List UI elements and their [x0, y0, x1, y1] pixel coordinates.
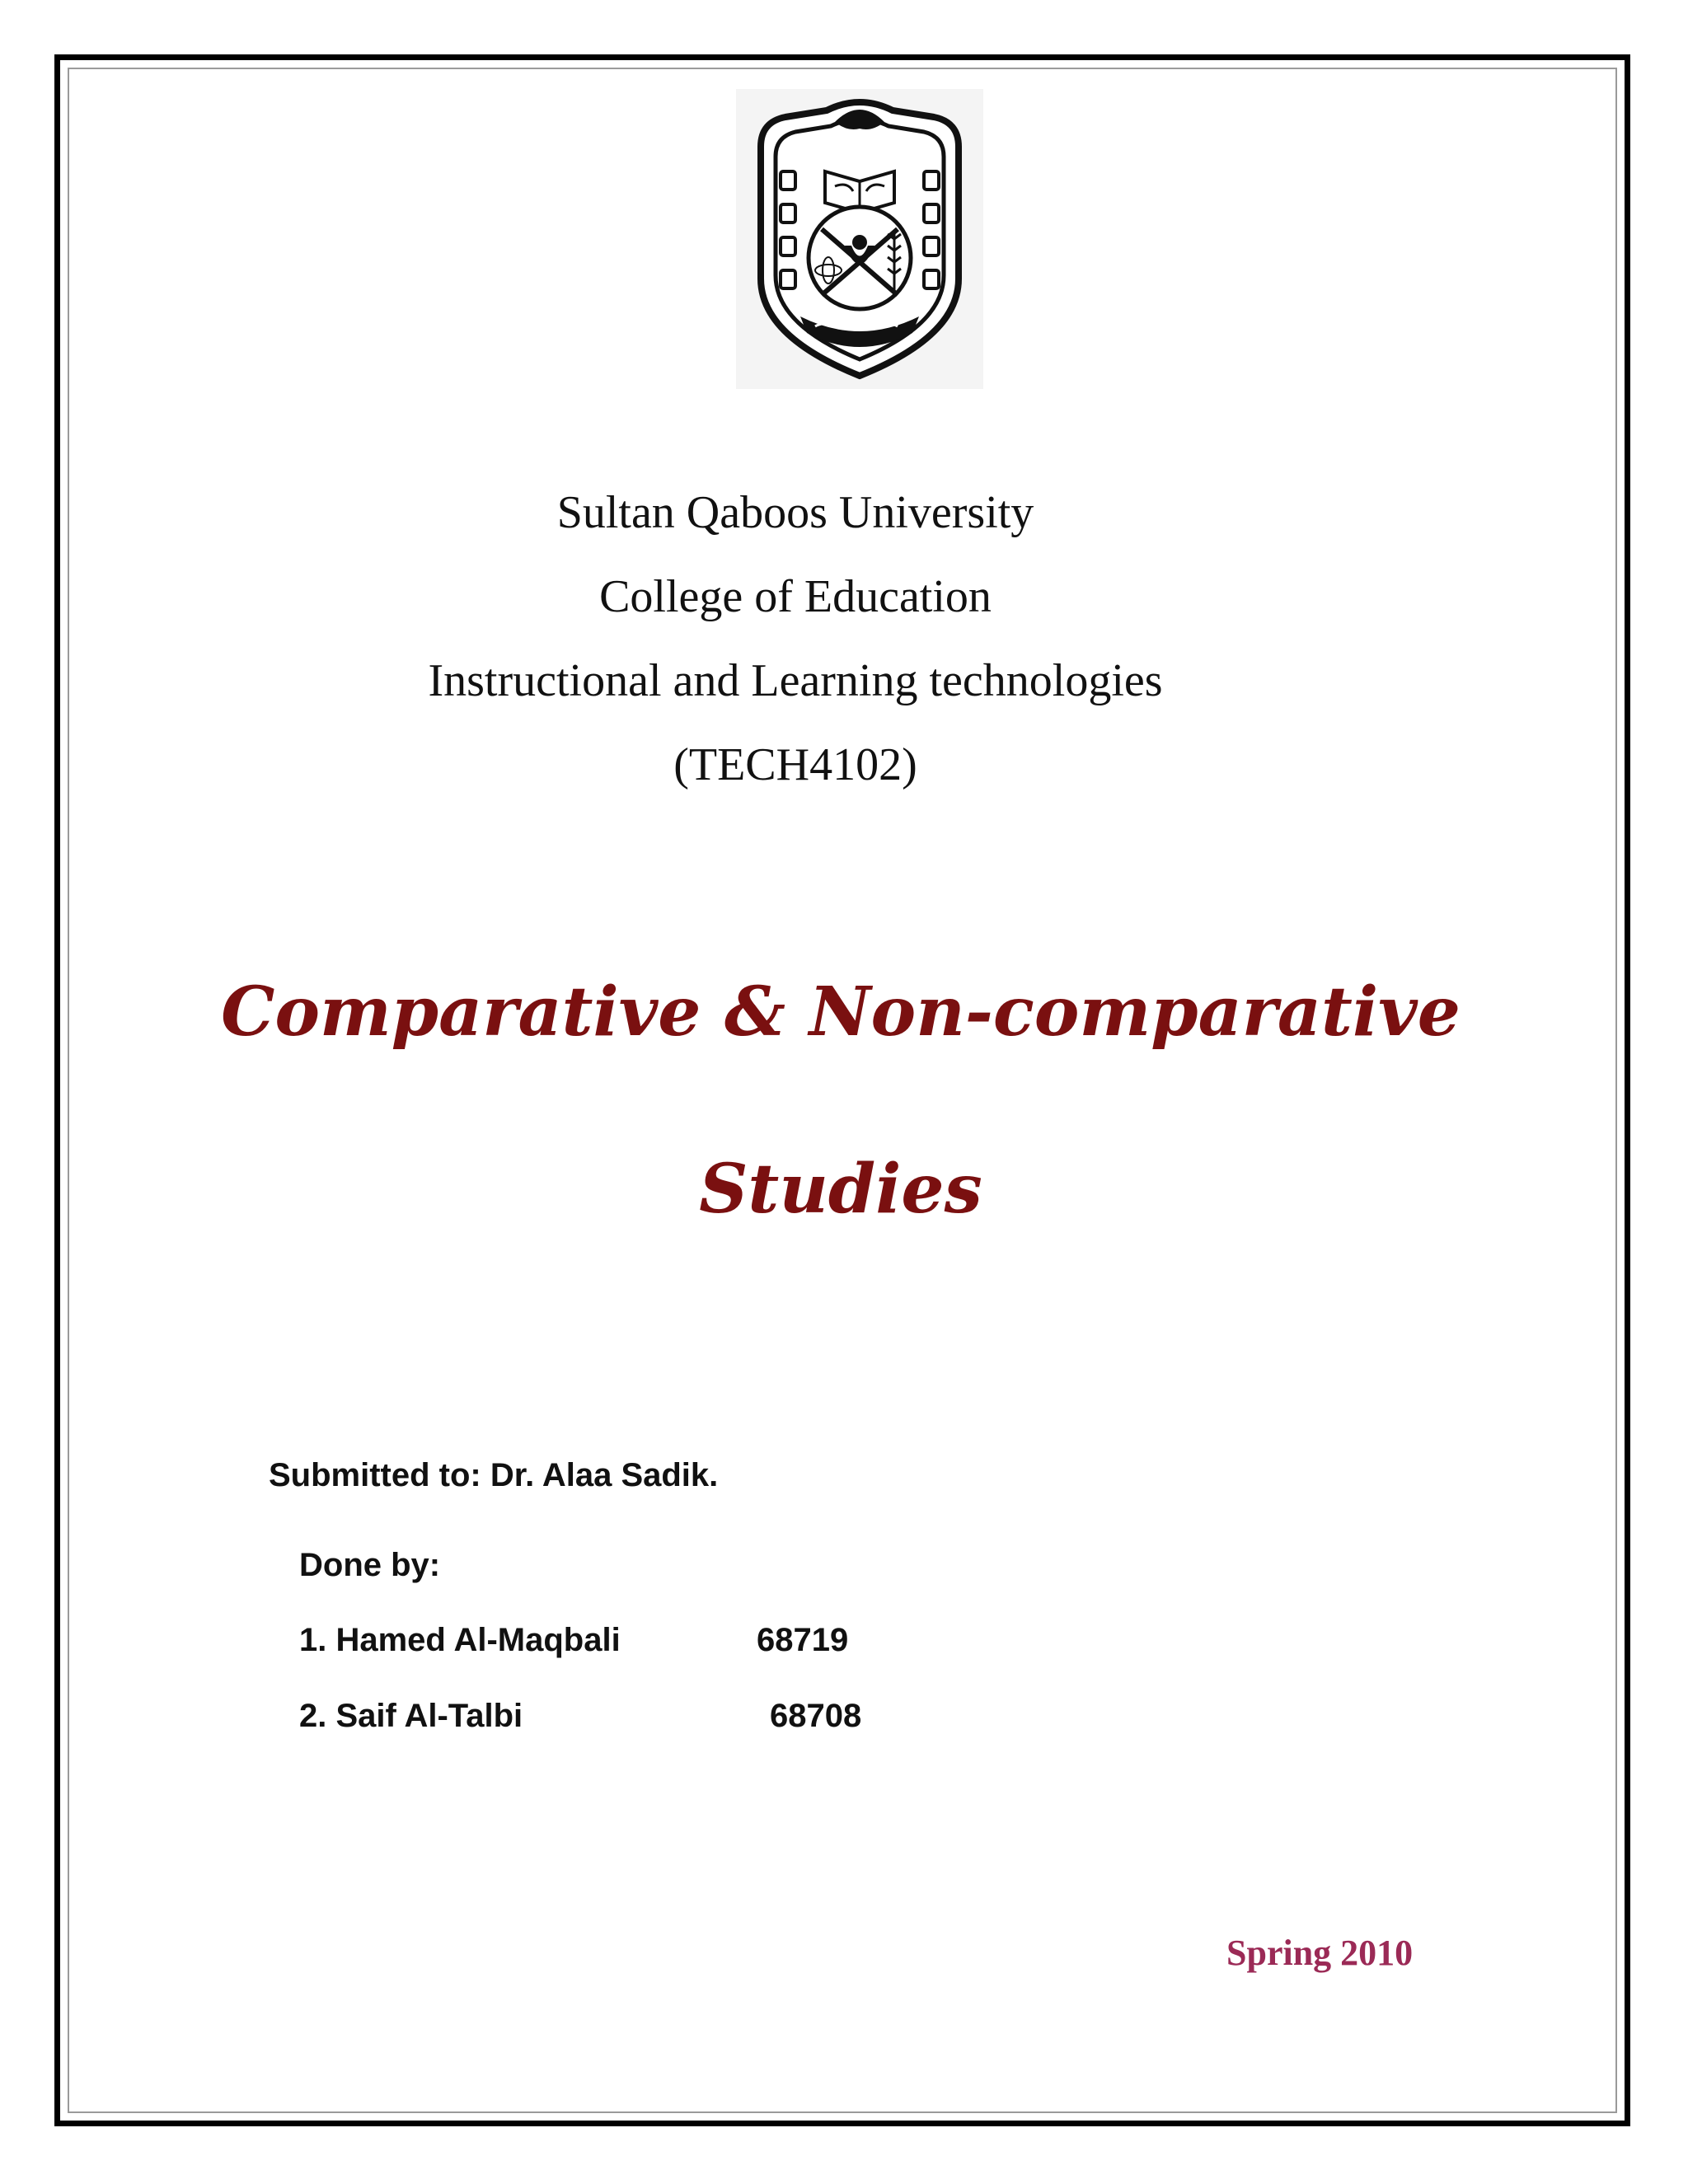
college-name: College of Education	[599, 571, 992, 622]
done-by-label: Done by:	[299, 1547, 441, 1583]
member-id: 68719	[757, 1622, 849, 1658]
member-name: 1. Hamed Al-Maqbali	[299, 1622, 621, 1658]
document-title-line-1: Comparative & Non-comparative	[221, 972, 1461, 1052]
course-code: (TECH4102)	[673, 739, 917, 790]
member-name: 2. Saif Al-Talbi	[299, 1698, 523, 1734]
term-label: Spring 2010	[1226, 1933, 1414, 1973]
department-name: Instructional and Learning technologies	[428, 655, 1163, 706]
submitted-to: Submitted to: Dr. Alaa Sadik.	[269, 1457, 719, 1493]
member-id: 68708	[770, 1698, 862, 1734]
university-crest-icon	[736, 89, 983, 389]
university-name: Sultan Qaboos University	[556, 487, 1034, 538]
document-title-line-2: Studies	[699, 1150, 982, 1229]
